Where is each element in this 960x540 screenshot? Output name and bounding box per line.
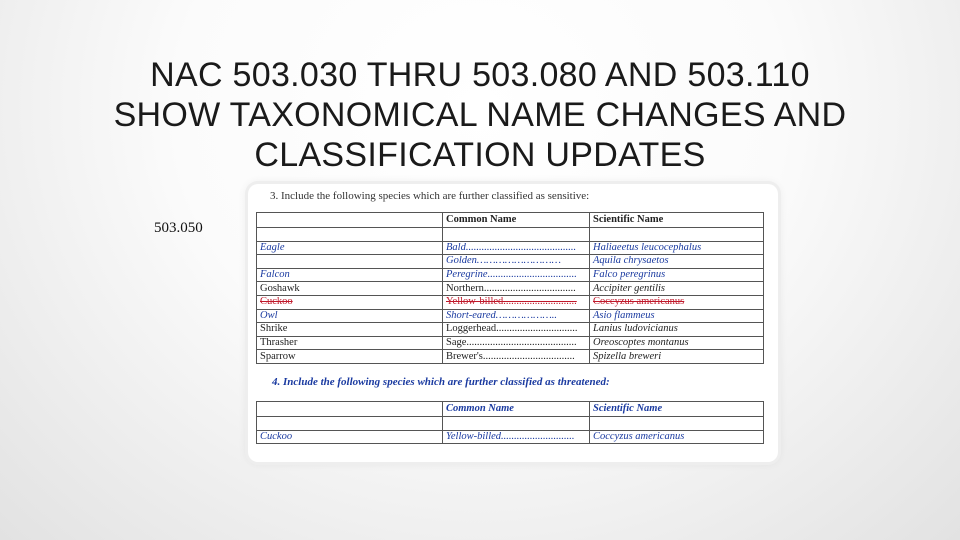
header-group	[257, 213, 443, 228]
common-name-cell: Bald..........................................	[443, 241, 590, 255]
common-name-cell: Peregrine..................................	[443, 268, 590, 282]
sensitive-species-table	[256, 212, 764, 364]
table-row	[257, 430, 764, 444]
item-3-heading: 3. Include the following species which are further classified as sensitive:	[270, 190, 590, 202]
common-name-cell: Northern...................................	[443, 282, 590, 296]
title-line-1: NAC 503.030 THRU 503.080 AND 503.110	[150, 56, 810, 94]
species-group-cell	[257, 255, 443, 269]
species-group-cell: Goshawk	[257, 282, 443, 296]
slide-title	[60, 55, 900, 175]
table-row	[257, 241, 764, 255]
common-name-cell: Yellow-billed............................	[443, 295, 590, 309]
item-4-heading: 4. Include the following species which are further classified as threatened:	[272, 376, 610, 388]
species-group-cell: Shrike	[257, 323, 443, 337]
section-label: 503.050	[154, 220, 203, 236]
species-group-cell: Cuckoo	[257, 295, 443, 309]
table-header-row	[257, 402, 764, 417]
table-row	[257, 268, 764, 282]
table-header-row	[257, 213, 764, 228]
table-row	[257, 282, 764, 296]
threatened-species-table	[256, 401, 764, 444]
table-row	[257, 336, 764, 350]
header-group	[257, 402, 443, 417]
table-row	[257, 255, 764, 269]
scientific-name-cell: Haliaeetus leucocephalus	[590, 241, 764, 255]
table-row	[257, 350, 764, 364]
common-name-cell: Loggerhead...............................	[443, 323, 590, 337]
header-scientific-name: Scientific Name	[590, 213, 764, 228]
scientific-name-cell: Asio flammeus	[590, 309, 764, 323]
header-common-name: Common Name	[443, 402, 590, 417]
table-spacer-row	[257, 228, 764, 242]
header-scientific-name: Scientific Name	[590, 402, 764, 417]
scientific-name-cell: Oreoscoptes montanus	[590, 336, 764, 350]
scientific-name-cell: Coccyzus americanus	[590, 295, 764, 309]
table-row	[257, 295, 764, 309]
species-group-cell: Owl	[257, 309, 443, 323]
table-spacer-row	[257, 417, 764, 431]
common-name-cell: Sage..........................................	[443, 336, 590, 350]
species-group-cell: Eagle	[257, 241, 443, 255]
title-line-3: CLASSIFICATION UPDATES	[254, 136, 706, 174]
species-group-cell: Cuckoo	[257, 430, 443, 444]
common-name-cell: Yellow-billed............................	[443, 430, 590, 444]
species-group-cell: Falcon	[257, 268, 443, 282]
title-line-2: SHOW TAXONOMICAL NAME CHANGES AND	[113, 96, 847, 134]
document-excerpt	[248, 184, 778, 462]
header-common-name: Common Name	[443, 213, 590, 228]
scientific-name-cell: Spizella breweri	[590, 350, 764, 364]
table-row	[257, 309, 764, 323]
species-group-cell: Sparrow	[257, 350, 443, 364]
scientific-name-cell: Lanius ludovicianus	[590, 323, 764, 337]
scientific-name-cell: Accipiter gentilis	[590, 282, 764, 296]
common-name-cell: Short-eared………………..	[443, 309, 590, 323]
scientific-name-cell: Aquila chrysaetos	[590, 255, 764, 269]
scientific-name-cell: Coccyzus americanus	[590, 430, 764, 444]
table-row	[257, 323, 764, 337]
common-name-cell: Golden………………………	[443, 255, 590, 269]
scientific-name-cell: Falco peregrinus	[590, 268, 764, 282]
common-name-cell: Brewer's...................................	[443, 350, 590, 364]
species-group-cell: Thrasher	[257, 336, 443, 350]
